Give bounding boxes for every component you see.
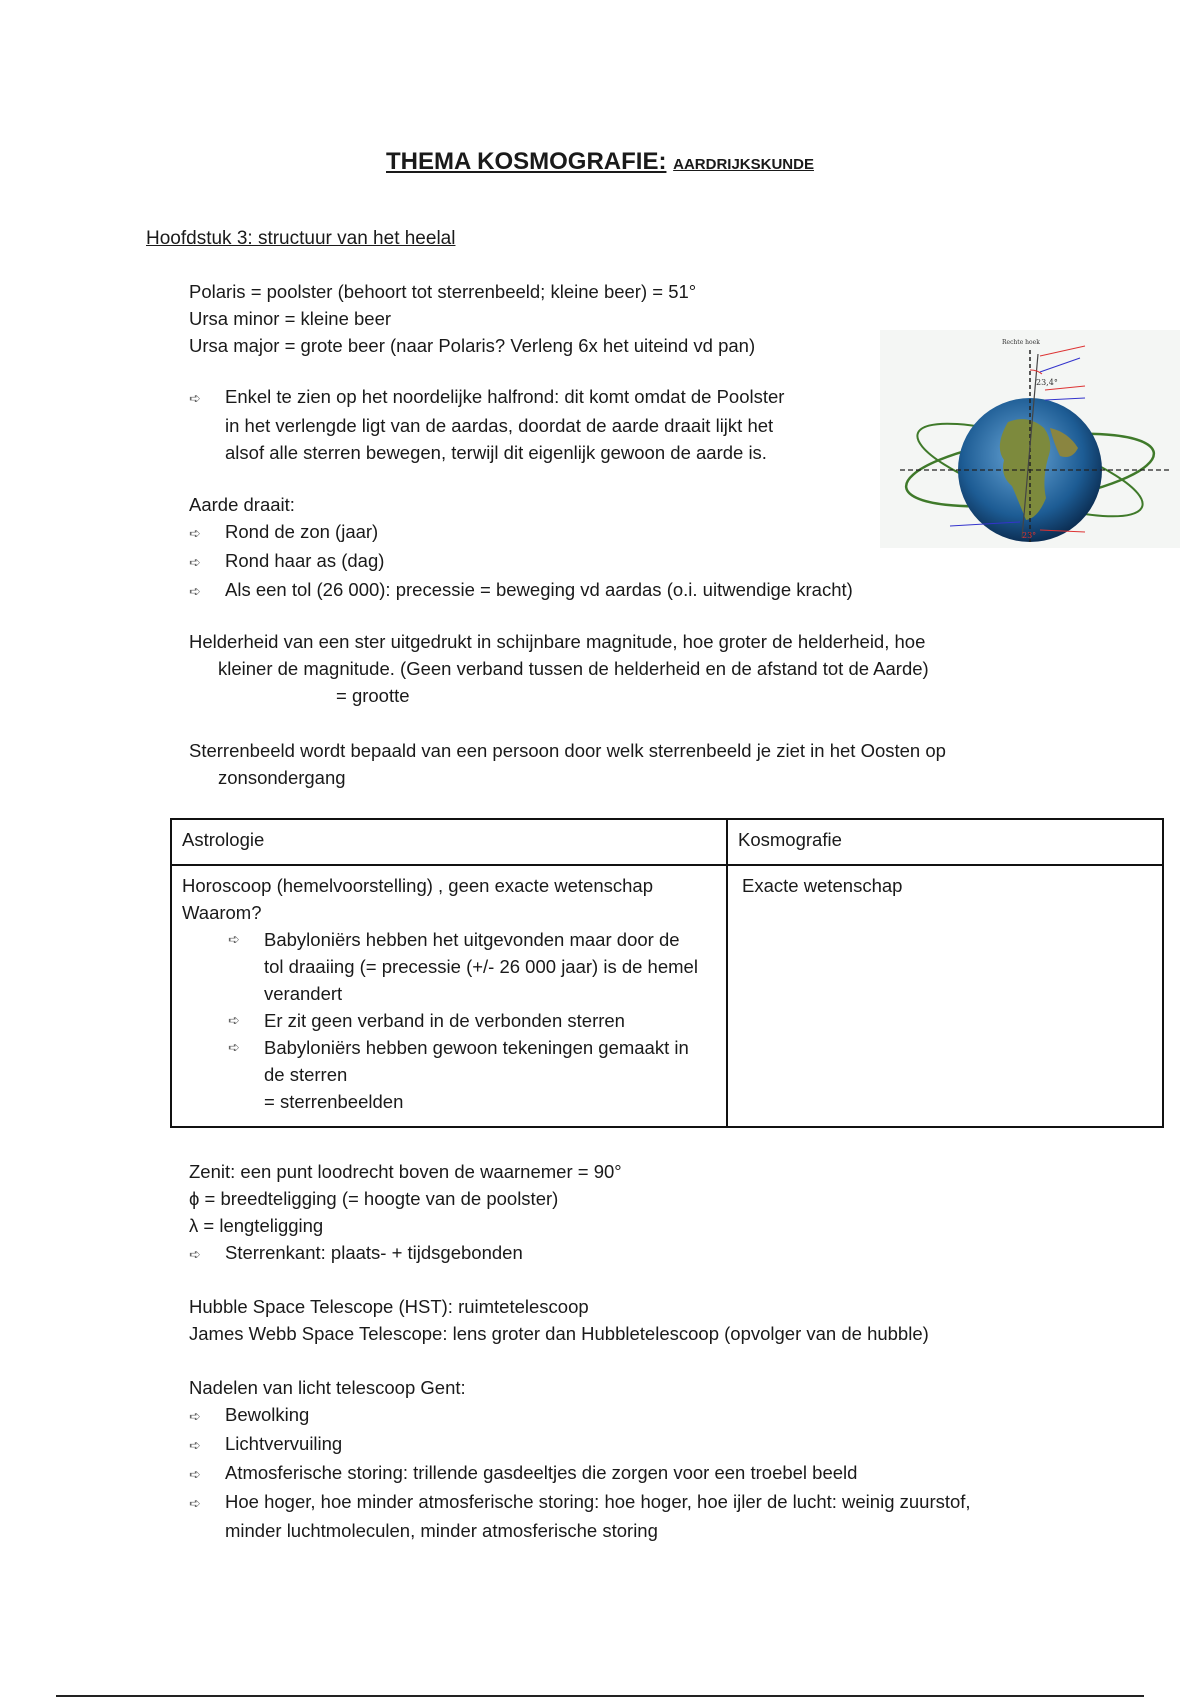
arrow-bullet-icon: ➪: [228, 1012, 240, 1028]
title-main: THEMA KOSMOGRAFIE:: [386, 148, 667, 175]
webb-line: James Webb Space Telescope: lens groter dan Hubbletelescoop (opvolger van de hubble): [189, 1323, 929, 1344]
north-note: [189, 383, 784, 466]
comparison-table: [170, 818, 1164, 1128]
earth-rotation: [189, 491, 853, 605]
table-header-astrologie: Astrologie: [171, 819, 727, 865]
table-cell-kosmografie: Exacte wetenschap: [727, 865, 1163, 1127]
ursa-major-line: Ursa major = grote beer (naar Polaris? Verleng 6x het uiteind vd pan): [189, 335, 756, 356]
arrow-bullet-icon: ➪: [228, 1039, 240, 1055]
arrow-bullet-icon: ➪: [189, 1495, 201, 1511]
brightness-block: [189, 628, 929, 709]
table-cell-astrologie: [171, 865, 727, 1127]
coordinates-block: [189, 1158, 622, 1268]
lambda-line: λ = lengteligging: [189, 1215, 324, 1236]
earth-globe-icon: [880, 330, 1180, 548]
telescopes-block: [189, 1293, 929, 1347]
cell-line: = sterrenbeelden: [264, 1091, 404, 1112]
angle-label: 23,4°: [1036, 378, 1058, 387]
list-item: Rond de zon (jaar): [225, 521, 379, 542]
cell-line: Waarom?: [182, 902, 262, 923]
arrow-bullet-icon: ➪: [189, 1246, 201, 1262]
title-sub: AARDRIJKSKUNDE: [673, 156, 814, 173]
zodiac-block: [189, 737, 946, 791]
starmap-line: Sterrenkant: plaats- + tijdsgebonden: [225, 1242, 523, 1263]
list-item: Bewolking: [225, 1404, 310, 1425]
north-note-line: alsof alle sterren bewegen, terwijl dit eigenlijk gewoon de aarde is.: [225, 442, 767, 463]
arrow-bullet-icon: ➪: [189, 390, 201, 406]
list-item: Babyloniërs hebben het uitgevonden maar door de tol draaiing (= precessie (+/- 26 000 jaar) is de hemel verandert: [264, 929, 698, 1004]
zodiac-line: zonsondergang: [218, 767, 346, 788]
arrow-bullet-icon: ➪: [189, 525, 201, 541]
diagram-label: Rechte hoek: [1002, 339, 1040, 346]
polaris-block: [189, 278, 755, 359]
north-note-line: Enkel te zien op het noordelijke halfrond: dit komt omdat de Poolster: [225, 386, 785, 407]
cell-line: Horoscoop (hemelvoorstelling) , geen exacte wetenschap: [182, 875, 653, 896]
list-item: Atmosferische storing: trillende gasdeeltjes die zorgen voor een troebel beeld: [225, 1462, 858, 1483]
list-item: Er zit geen verband in de verbonden sterren: [264, 1010, 625, 1031]
earth-rotation-heading: Aarde draait:: [189, 494, 295, 515]
page-title: [0, 148, 1200, 176]
chapter-heading: Hoofdstuk 3: structuur van het heelal: [146, 228, 456, 249]
list-item-continuation: minder luchtmoleculen, minder atmosferische storing: [225, 1520, 658, 1541]
list-item: Als een tol (26 000): precessie = beweging vd aardas (o.i. uitwendige kracht): [225, 579, 853, 600]
zenit-line: Zenit: een punt loodrecht boven de waarnemer = 90°: [189, 1161, 622, 1182]
disadvantages-block: [189, 1374, 971, 1544]
arrow-bullet-icon: ➪: [228, 931, 240, 947]
arrow-bullet-icon: ➪: [189, 554, 201, 570]
list-item: Babyloniërs hebben gewoon tekeningen gemaakt in de sterren: [264, 1037, 689, 1085]
disadvantages-heading: Nadelen van licht telescoop Gent:: [189, 1377, 466, 1398]
list-item: Hoe hoger, hoe minder atmosferische storing: hoe hoger, hoe ijler de lucht: weinig zuurstof,: [225, 1491, 971, 1512]
table-row: [171, 865, 1163, 1127]
zodiac-line: Sterrenbeeld wordt bepaald van een persoon door welk sterrenbeeld je ziet in het Oosten op: [189, 740, 946, 761]
list-item: Lichtvervuiling: [225, 1433, 343, 1454]
footer-divider: [56, 1695, 1144, 1697]
brightness-line: Helderheid van een ster uitgedrukt in schijnbare magnitude, hoe groter de helderheid, hoe: [189, 631, 926, 652]
brightness-line: = grootte: [336, 685, 410, 706]
arrow-bullet-icon: ➪: [189, 1408, 201, 1424]
ursa-minor-line: Ursa minor = kleine beer: [189, 308, 392, 329]
north-note-line: in het verlengde ligt van de aardas, doordat de aarde draait lijkt het: [225, 415, 774, 436]
table-row: [171, 819, 1163, 865]
table-header-kosmografie: Kosmografie: [727, 819, 1163, 865]
hubble-line: Hubble Space Telescope (HST): ruimtetelescoop: [189, 1296, 589, 1317]
phi-line: ϕ = breedteligging (= hoogte van de poolster): [189, 1188, 559, 1209]
arrow-bullet-icon: ➪: [189, 583, 201, 599]
brightness-line: kleiner de magnitude. (Geen verband tussen de helderheid en de afstand tot de Aarde): [218, 658, 929, 679]
earth-axis-diagram: [880, 330, 1180, 548]
list-item: Rond haar as (dag): [225, 550, 385, 571]
arrow-bullet-icon: ➪: [189, 1437, 201, 1453]
polaris-line: Polaris = poolster (behoort tot sterrenbeeld; kleine beer) = 51°: [189, 281, 697, 302]
arrow-bullet-icon: ➪: [189, 1466, 201, 1482]
angle-label: 23°: [1022, 531, 1037, 540]
